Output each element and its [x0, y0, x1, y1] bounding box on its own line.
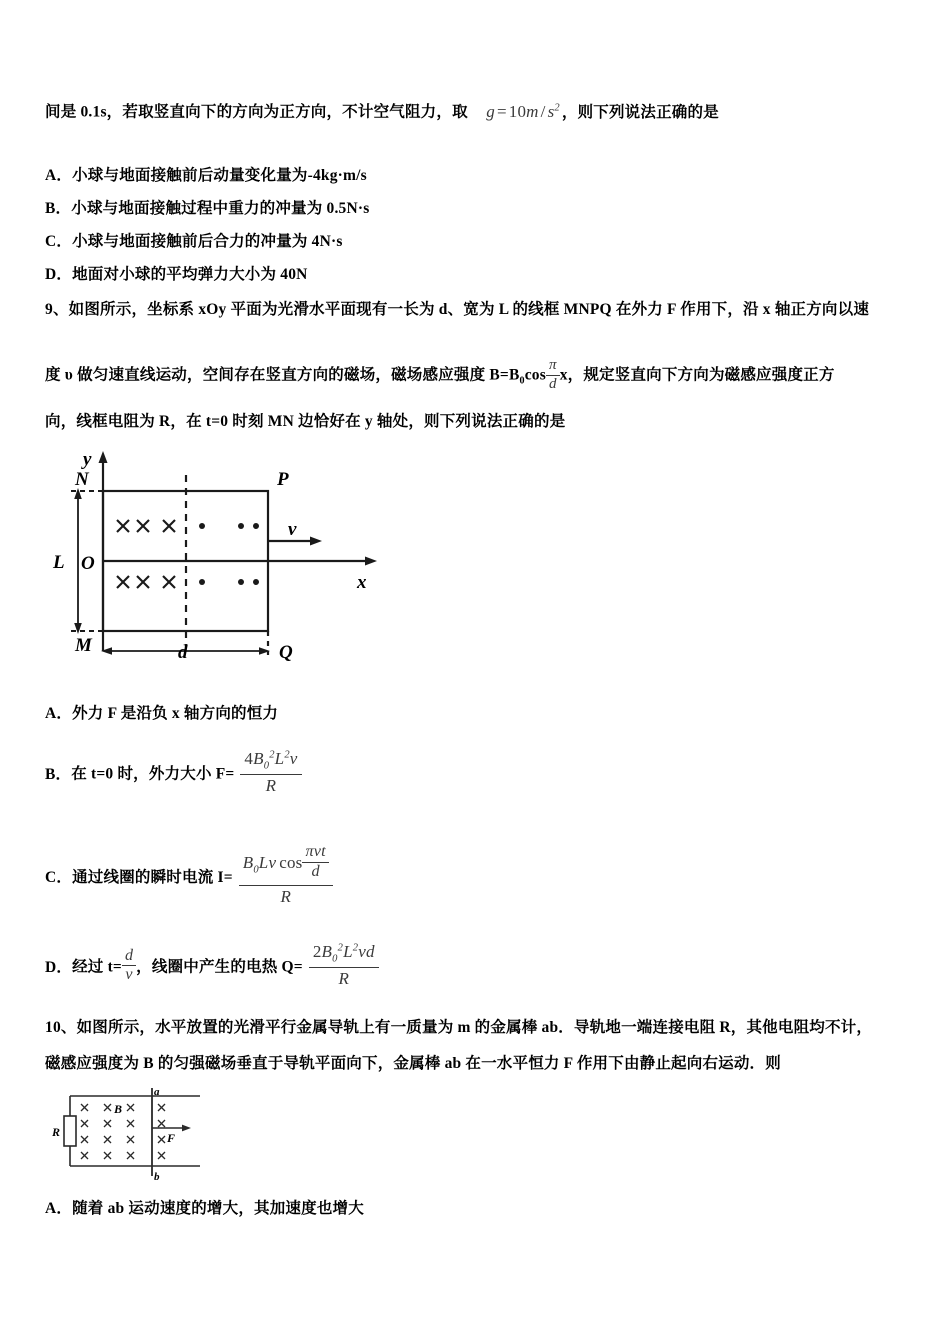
q8-option-b-label: B． — [45, 200, 72, 217]
q8-option-a-label: A． — [45, 167, 73, 184]
width-l-label: L — [53, 552, 65, 573]
q8-tail-line — [45, 98, 719, 123]
q9-option-c-text: 通过线圈的瞬时电流 I= — [72, 868, 233, 886]
unit-meter: m — [526, 101, 539, 121]
rod-bottom-label: b — [154, 1171, 160, 1183]
corner-n-label: N — [75, 469, 89, 490]
x-axis-label: x — [357, 572, 367, 593]
q8-option-c-label: C． — [45, 233, 73, 250]
q8-tail-text-after: ，则下列说法正确的是 — [561, 103, 719, 121]
q9-option-b-denominator: R — [265, 775, 277, 795]
field-dots-top-row — [199, 523, 259, 529]
q9-option-d[interactable] — [45, 942, 379, 991]
q8-option-d[interactable] — [45, 262, 308, 284]
q9-option-d-time-den: v — [125, 966, 133, 984]
q8-option-b[interactable] — [45, 196, 370, 218]
l-arrow-down — [74, 623, 82, 634]
q9-option-a[interactable] — [45, 701, 278, 723]
y-axis-label: y — [83, 449, 92, 470]
q9-option-d-text-a: 经过 t= — [72, 958, 122, 976]
loop-figure-svg — [45, 443, 385, 673]
q9-option-b[interactable] — [45, 749, 302, 798]
q9-option-a-label: A． — [45, 705, 73, 722]
q9-option-d-numerator: $2B_0^2L^2vd$ — [309, 942, 379, 968]
q9-option-d-formula — [309, 942, 379, 988]
q8-tail-text-before: 间是 0.1s，若取竖直向下的方向为正方向，不计空气阻力，取 — [45, 103, 468, 121]
corner-p-label: P — [277, 469, 289, 490]
gravity-formula — [468, 102, 560, 121]
corner-q-label: Q — [279, 642, 293, 663]
force-f-label: F — [167, 1131, 176, 1145]
d-denominator: d — [548, 375, 557, 392]
rails-figure-svg — [52, 1088, 207, 1183]
q9-option-b-text: 在 t=0 时，外力大小 F= — [71, 765, 235, 783]
q9-option-c-numerator: $B_0Lv$ cos $\frac{\text{πvt}}{d}$ — [239, 845, 333, 885]
q9-option-d-denominator: R — [338, 968, 350, 988]
q9-option-d-label: D． — [45, 958, 73, 976]
q9-stem-line-2-after: ，规定竖直向下方向为磁感应强度正方 — [567, 366, 835, 384]
g-value: 10 — [508, 101, 527, 121]
field-crosses-bottom-row — [117, 576, 175, 588]
field-crosses-top-row — [117, 520, 175, 532]
q9-option-b-numerator: $4B_0^2L^2v$ — [240, 749, 301, 775]
field-dots-bottom-row — [199, 579, 259, 585]
q8-option-c-text: 小球与地面接触前后合力的冲量为 4N·s — [72, 233, 343, 250]
q8-option-a[interactable] — [45, 163, 367, 185]
corner-m-label: M — [75, 635, 92, 656]
cos-operator: cos — [524, 366, 546, 384]
q9-option-c[interactable] — [45, 843, 333, 909]
exponent-two: 2 — [554, 102, 560, 113]
pi-over-d-fraction — [546, 357, 560, 393]
pi-numerator: π — [546, 357, 560, 375]
q10-figure-rails — [52, 1088, 207, 1183]
q10-stem-line-1: 10、如图所示，水平放置的光滑平行金属导轨上有一质量为 m 的金属棒 ab．导轨地一端连接电阻 R，其他电阻均不计， — [45, 1019, 873, 1036]
q9-option-d-text-b: ，线圈中产生的电热 Q= — [136, 958, 303, 976]
origin-label: O — [81, 553, 95, 574]
q9-option-c-formula — [239, 845, 333, 906]
q9-stem-line-2-before: 度 υ 做匀速直线运动，空间存在竖直方向的磁场，磁场感应强度 B=B — [45, 366, 520, 384]
q8-option-d-text: 地面对小球的平均弹力大小为 40N — [72, 266, 308, 283]
q9-stem-line-2 — [45, 358, 835, 394]
velocity-v-label: v — [288, 519, 297, 540]
q8-option-d-label: D． — [45, 266, 73, 283]
y-axis-arrowhead — [99, 451, 108, 463]
q9-option-c-label: C． — [45, 868, 73, 886]
q9-option-d-time-fraction — [122, 947, 136, 985]
rod-top-label: a — [154, 1088, 160, 1098]
q9-option-c-denominator: R — [280, 886, 292, 906]
force-arrowhead — [182, 1125, 191, 1132]
q9-option-d-time-num: d — [122, 947, 136, 966]
q9-figure-rectangular-loop — [45, 443, 385, 673]
q9-stem-line-3: 向，线框电阻为 R，在 t=0 时刻 MN 边恰好在 y 轴处，则下列说法正确的是 — [45, 413, 566, 430]
q8-option-c[interactable] — [45, 229, 343, 251]
q8-option-b-text: 小球与地面接触过程中重力的冲量为 0.5N·s — [71, 200, 370, 217]
x-variable: x — [559, 366, 568, 384]
velocity-arrowhead — [310, 537, 322, 546]
q9-stem-line-1: 9、如图所示，坐标系 xOy 平面为光滑水平面现有一长为 d、宽为 L 的线框 MNPQ 在外力 F 作用下，沿 x 轴正方向以速 — [45, 301, 870, 318]
q8-option-a-text: 小球与地面接触前后动量变化量为-4kg·m/s — [72, 167, 367, 184]
q9-option-a-text: 外力 F 是沿负 x 轴方向的恒力 — [72, 705, 279, 722]
b-zero-subscript: 0 — [519, 375, 525, 387]
q10-option-a-label: A． — [45, 1200, 73, 1217]
q10-option-a-text: 随着 ab 运动速度的增大，其加速度也增大 — [72, 1200, 364, 1217]
g-symbol: g — [486, 101, 495, 121]
q10-option-a[interactable] — [45, 1196, 364, 1218]
resistor-box — [64, 1116, 76, 1146]
equals-sign: = — [496, 101, 507, 121]
q10-stem-line-2: 磁感应强度为 B 的匀强磁场垂直于导轨平面向下，金属棒 ab 在一水平恒力 F 作用下由静止起向右运动．则 — [45, 1055, 781, 1072]
length-d-label: d — [178, 642, 188, 663]
unit-second: s — [547, 101, 555, 121]
resistor-label: R — [52, 1125, 61, 1139]
q9-option-b-formula — [240, 749, 301, 795]
x-axis-arrowhead — [365, 557, 377, 566]
slash-symbol: / — [540, 101, 546, 121]
field-b-label: B — [114, 1102, 123, 1116]
q9-option-b-label: B． — [45, 765, 72, 783]
